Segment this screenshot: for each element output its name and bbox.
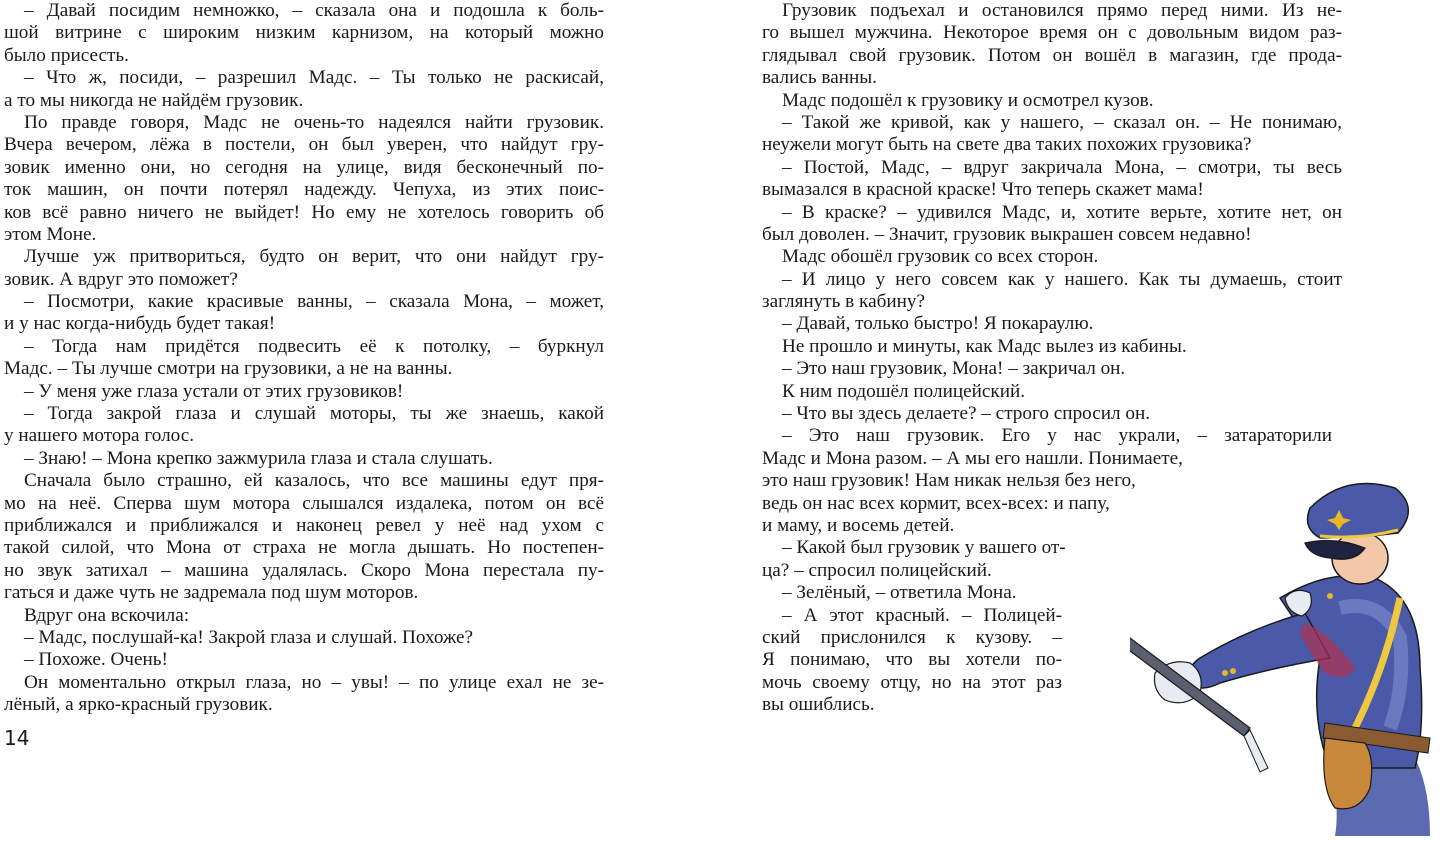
text-line: – В краске? – удивился Мадс, и, хотите верьте, хотите нет, он (782, 201, 1342, 223)
text-line: – Что вы здесь делаете? – строго спросил он. (782, 403, 1151, 425)
text-line: шой витрине с широким низким карнизом, на который можно (4, 22, 604, 44)
text-line: Вчера вечером, лёжа в постели, он был уверен, что найдут гру- (4, 134, 604, 156)
text-line: было присесть. (4, 44, 129, 66)
text-line: Он моментально открыл глаза, но – увы! – по улице ехал не зе- (24, 671, 604, 693)
text-line: вались ванны. (762, 67, 877, 89)
text-line: неужели могут быть на свете два таких похожих грузовика? (762, 134, 1252, 156)
text-line: – Мадс, послушай-ка! Закрой глаза и слушай. Похоже? (24, 626, 474, 648)
text-line: Грузовик подъехал и остановился прямо перед ними. Из не- (782, 0, 1342, 21)
text-line: – Какой был грузовик у вашего от- (782, 537, 1066, 559)
text-line: – Знаю! – Мона крепко зажмурила глаза и стала слушать. (24, 447, 493, 469)
text-line: Мадс обошёл грузовик со всех сторон. (782, 246, 1099, 268)
text-line: Мадс и Мона разом. – А мы его нашли. Понимаете, (762, 447, 1183, 469)
text-line: вымазался в красной краске! Что теперь скажет мама! (762, 179, 1204, 201)
text-line: – Это наш грузовик. Его у нас украли, – затараторили (782, 425, 1332, 447)
text-line: глядывал свой грузовик. Потом он вошёл в магазин, где прода- (762, 44, 1342, 66)
text-line: – Посмотри, какие красивые ванны, – сказала Мона, – может, (24, 291, 604, 313)
text-line: – Давай посидим немножко, – сказала она и подошла к боль- (24, 0, 604, 21)
text-line: это наш грузовик! Нам никак нельзя без него, (762, 470, 1136, 492)
text-line: К ним подошёл полицейский. (782, 380, 1026, 402)
text-line: – Это наш грузовик, Мона! – закричал он. (782, 358, 1126, 380)
text-line: Я понимаю, что вы хотели по- (762, 649, 1062, 671)
text-line: Сначала было страшно, ей казалось, что все машины едут пря- (24, 470, 604, 492)
text-line: Мадс. – Ты лучше смотри на грузовики, а не на ванны. (4, 358, 453, 380)
text-line: ведь он нас всех кормит, всех-всех: и папу, (762, 492, 1110, 514)
text-line: и у нас когда-нибудь будет такая! (4, 313, 276, 335)
text-line: ток машин, он почти потерял надежду. Чепуха, из этих поис- (4, 179, 604, 201)
text-line: – Постой, Мадс, – вдруг закричала Мона, – смотри, ты весь (782, 156, 1342, 178)
text-line: По правде говоря, Мадс не очень-то надеялся найти грузовик. (24, 111, 604, 133)
text-line: Вдруг она вскочила: (24, 604, 190, 626)
text-line: – Что ж, посиди, – разрешил Мадс. – Ты только не раскисай, (24, 67, 604, 89)
text-line: вы ошиблись. (762, 694, 875, 716)
text-line: зовик. А вдруг это поможет? (4, 268, 238, 290)
police-officer-icon (1130, 468, 1445, 836)
page-number: 14 (4, 726, 30, 750)
text-line: – Зелёный, – ответила Мона. (782, 582, 1017, 604)
text-line: заглянуть в кабину? (762, 291, 925, 313)
text-line: – Тогда закрой глаза и слушай моторы, ты же знаешь, какой (24, 403, 604, 425)
text-line: – Такой же кривой, как у нашего, – сказал он. – Не понимаю, (782, 111, 1342, 133)
text-line: мочь своему отцу, но на этот раз (762, 671, 1062, 693)
text-line: приближался и приближался и наконец ревел у неё над ухом с (4, 514, 604, 536)
text-line: Мадс подошёл к грузовику и осмотрел кузов. (782, 89, 1154, 111)
text-line: был доволен. – Значит, грузовик выкрашен совсем недавно! (762, 223, 1252, 245)
text-line: у нашего мотора голос. (4, 425, 195, 447)
text-line: – Давай, только быстро! Я покараулю. (782, 313, 1094, 335)
text-line: лёный, а ярко-красный грузовик. (4, 694, 273, 716)
text-line: го вышел мужчина. Некоторое время он с довольным видом раз- (762, 22, 1342, 44)
text-line: зовик именно они, но сегодня на улице, видя бесконечный по- (4, 156, 604, 178)
police-officer-illustration (1130, 468, 1445, 836)
text-line: гаться и даже чуть не задремала под шум моторов. (4, 582, 419, 604)
text-line: этом Моне. (4, 223, 97, 245)
text-line: – Похоже. Очень! (24, 649, 168, 671)
text-line: – Тогда нам придётся подвесить её к потолку, – буркнул (24, 335, 604, 357)
text-line: и маму, и восемь детей. (762, 514, 955, 536)
text-line: – И лицо у него совсем как у нашего. Как ты думаешь, стоит (782, 268, 1342, 290)
text-line: а то мы никогда не найдём грузовик. (4, 89, 304, 111)
text-line: – А этот красный. – Полицей- (782, 604, 1062, 626)
text-line: – У меня уже глаза устали от этих грузовиков! (24, 380, 404, 402)
left-page (4, 0, 604, 717)
text-line: ский прислонился к кузову. – (762, 626, 1062, 648)
text-line: мо на неё. Сперва шум мотора слышался издалека, потом он всё (4, 492, 604, 514)
text-line: такой силой, что Мона от страха не могла дышать. Но постепен- (4, 537, 604, 559)
text-line: Лучше уж притвориться, будто он верит, что они найдут гру- (24, 246, 604, 268)
text-line: ца? – спросил полицейский. (762, 559, 992, 581)
text-line: ков всё равно ничего не выйдет! Но ему не хотелось говорить об (4, 201, 604, 223)
text-line: Не прошло и минуты, как Мадс вылез из кабины. (782, 335, 1187, 357)
text-line: но звук затихал – машина удалялась. Скоро Мона перестала пу- (4, 559, 604, 581)
